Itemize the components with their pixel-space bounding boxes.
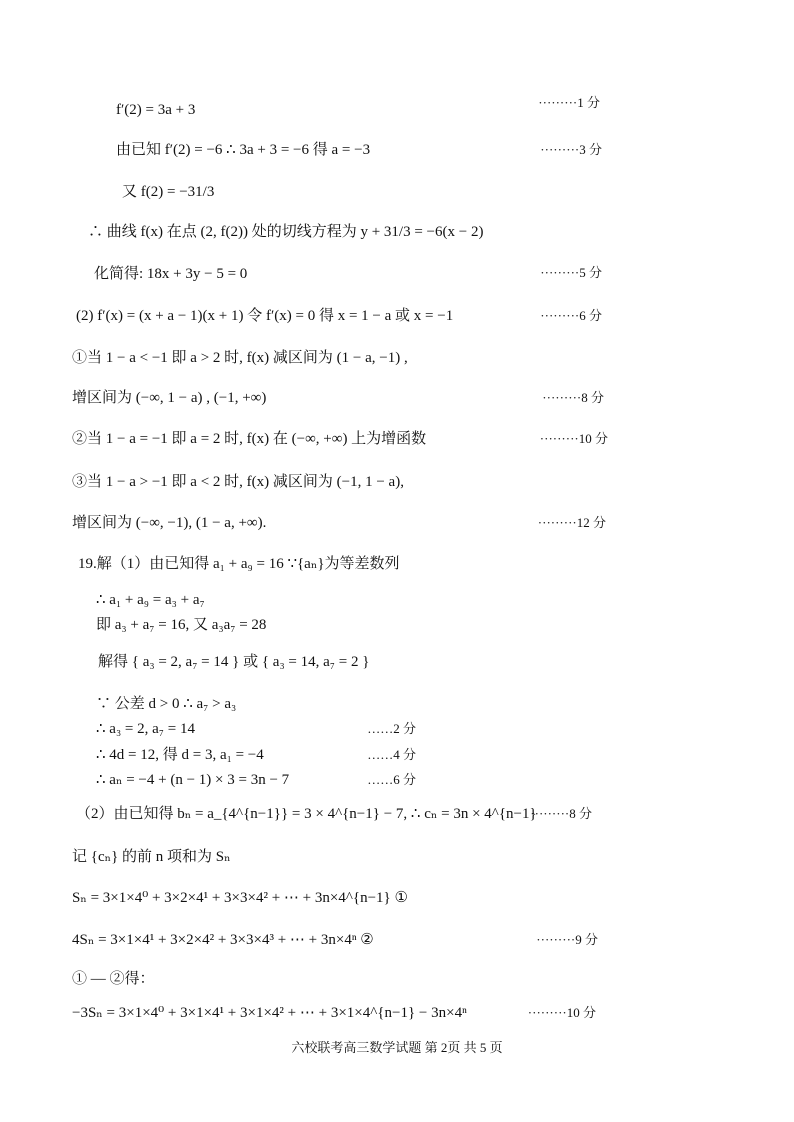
score-mark: ·········3 分 <box>540 142 602 157</box>
solution-line: ∴ a₁ + a₉ = a₃ + a₇ <box>96 592 205 608</box>
solution-line: ∴ 4d = 12, 得 d = 3, a₁ = −4 <box>96 747 264 763</box>
score-mark: ·········10 分 <box>527 1005 596 1020</box>
solution-line: 由已知 f′(2) = −6 ∴ 3a + 3 = −6 得 a = −3 <box>116 142 371 158</box>
score-mark: ·········9 分 <box>536 932 598 947</box>
page-footer: 六校联考高三数学试题 第 2页 共 5 页 <box>291 1040 503 1055</box>
solution-line: f′(2) = 3a + 3 <box>116 102 196 118</box>
score-mark: ·········6 分 <box>540 308 602 323</box>
solution-line: 即 a₃ + a₇ = 16, 又 a₃a₇ = 28 <box>96 617 267 633</box>
score-mark: ·········1 分 <box>538 95 600 110</box>
solution-line: ∴ aₙ = −4 + (n − 1) × 3 = 3n − 7 <box>96 772 290 788</box>
solution-line: 化简得: 18x + 3y − 5 = 0 <box>94 266 248 282</box>
solution-line: ∵ 公差 d > 0 ∴ a₇ > a₃ <box>96 696 237 712</box>
solution-line: 记 {cₙ} 的前 n 项和为 Sₙ <box>72 849 231 865</box>
score-mark: ……2 分 <box>367 721 416 736</box>
score-mark: ……4 分 <box>367 747 416 762</box>
solution-line: （2）由已知得 bₙ = a_{4^{n−1}} = 3 × 4^{n−1} − 7, ∴ cₙ = 3n × 4^{n−1} <box>76 806 537 822</box>
score-mark: ·········12 分 <box>537 515 606 530</box>
solution-line: ∴ 曲线 f(x) 在点 (2, f(2)) 处的切线方程为 y + 31/3 = −6(x − 2) <box>88 224 484 240</box>
solution-line: 增区间为 (−∞, 1 − a) , (−1, +∞) <box>72 390 267 406</box>
solution-line: 19.解（1）由已知得 a₁ + a₉ = 16 ∵{aₙ}为等差数列 <box>78 556 400 572</box>
score-mark: ·········5 分 <box>540 265 602 280</box>
solution-line: ∴ a₃ = 2, a₇ = 14 <box>96 721 195 737</box>
score-mark: ……6 分 <box>367 772 416 787</box>
solution-line: 解得 { a₃ = 2, a₇ = 14 } 或 { a₃ = 14, a₇ = 2 } <box>98 654 370 670</box>
solution-line: Sₙ = 3×1×4⁰ + 3×2×4¹ + 3×3×4² + ⋯ + 3n×4^{n−1} ① <box>72 890 408 906</box>
score-mark: ·········8 分 <box>542 390 604 405</box>
solution-line: ②当 1 − a = −1 即 a = 2 时, f(x) 在 (−∞, +∞) 上为增函数 <box>72 431 427 447</box>
solution-line: 4Sₙ = 3×1×4¹ + 3×2×4² + 3×3×4³ + ⋯ + 3n×4ⁿ ② <box>72 932 374 948</box>
solution-line: ① — ②得： <box>72 971 155 987</box>
solution-line: (2) f′(x) = (x + a − 1)(x + 1) 令 f′(x) = 0 得 x = 1 − a 或 x = −1 <box>76 308 454 324</box>
solution-line: ①当 1 − a < −1 即 a > 2 时, f(x) 减区间为 (1 − a, −1) , <box>72 350 408 366</box>
solution-line: 增区间为 (−∞, −1), (1 − a, +∞). <box>72 515 267 531</box>
solution-line: 又 f(2) = −31/3 <box>122 184 215 200</box>
score-mark: ·········10 分 <box>539 431 608 446</box>
solution-line: ③当 1 − a > −1 即 a < 2 时, f(x) 减区间为 (−1, 1 − a), <box>72 474 404 490</box>
score-mark: ·········8 分 <box>530 806 592 821</box>
solution-line: −3Sₙ = 3×1×4⁰ + 3×1×4¹ + 3×1×4² + ⋯ + 3×1×4^{n−1} − 3n×4ⁿ <box>72 1005 467 1021</box>
